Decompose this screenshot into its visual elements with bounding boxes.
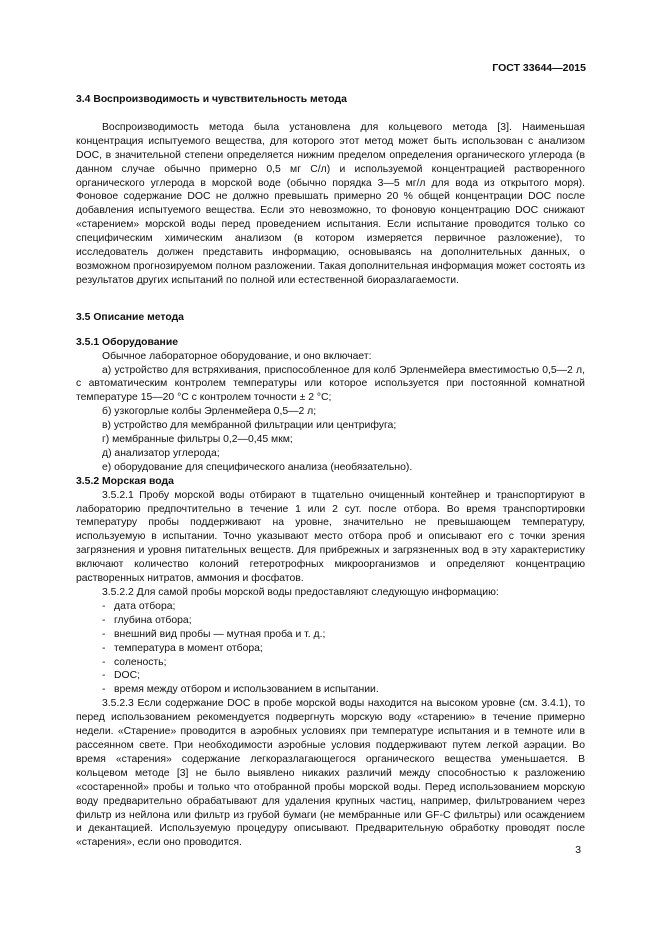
list-item: - DOC; (102, 669, 585, 683)
equipment-item: а) устройство для встряхивания, приспособленное для колб Эрленмейера вместимостью 0,5—2 л, с автоматическим контролем температуры или которое используется при постоянной комнатной температуре 15—20 °С с контролем точности ± 2 °С; (76, 364, 585, 404)
list-item: - глубина отбора; (102, 614, 585, 628)
section-3-5-2-heading: 3.5.2 Морская вода (76, 475, 174, 487)
sample-info-list (102, 600, 585, 697)
section-3-5-heading: 3.5 Описание метода (76, 311, 184, 323)
page-number: 3 (575, 845, 581, 856)
section-3-5-1-heading: 3.5.1 Оборудование (76, 336, 178, 348)
equipment-intro: Обычное лабораторное оборудование, и оно включает: (102, 350, 372, 362)
equipment-item: д) анализатор углерода; (102, 447, 220, 459)
section-3-4-heading: 3.4 Воспроизводимость и чувствительность метода (76, 94, 347, 105)
paragraph-3-5-2-2: 3.5.2.2 Для самой пробы морской воды предоставляют следующую информацию: (102, 587, 499, 598)
paragraph-3-5-2-3: 3.5.2.3 Если содержание DOC в пробе морской воды находится на высоком уровне (см. 3.4.1), то перед использованием рекомендуется подвергнуть морскую воду «старению» в течение примерно недели. «Старение» проводится в аэробных условиях при температуре испытания и в темноте или в рассеянном свете. При необходимости аэробные условия поддерживают путем легкой аэрации. Во время «старения» содержание легкоразлагающегося органического вещества уменьшается. В кольцевом методе [3] не было выявлено никаких различий между способностью к разложению «состаренной» пробы и только что отобранной пробы морской воды. Перед использованием морскую воду предварительно обрабатывают для удаления крупных частиц, например, фильтрованием через фильтр из нейлона или фильтр из грубой бумаги (не мембранные или GF-C фильтры) или осаждением и декантацией. Используемую процедуру описывают. Предварительную обработку проводят после «старения», если оно проводится. (76, 698, 585, 849)
section-3-4-paragraph: Воспроизводимость метода была установлена для кольцевого метода [3]. Наименьшая концентрация испытуемого вещества, для которого этот метод может быть использован с анализом DOC, в значительной степени определяется нижним пределом определения органического углерода (в данном случае обычно примерно 0,5 мг С/л) и используемой концентрацией растворенного органического углерода в морской воде (обычно порядка 3—5 мг/л для вода из открытого моря). Фоновое содержание DOC не должно превышать примерно 20 % общей концентрации DOC после добавления испытуемого вещества. Если это невозможно, то фоновую концентрацию DOC снижают «старением» морской воды перед проведением испытания. Если испытание проводится только со специфическим химическим анализом (в котором измеряется первичное разложение), то исследователь должен представить информацию, основываясь на дополнительных данных, о возможном прогнозируемом полном разложении. Такая дополнительная информация может состоять из результатов других испытаний по полной или естественной биоразлагаемости. (76, 121, 585, 286)
paragraph-3-5-2-1: 3.5.2.1 Пробу морской воды отбирают в тщательно очищенный контейнер и транспортируют в лабораторию предпочтительно в течение 1 или 2 сут. после отбора. Во время транспортировки температуру пробы поддерживают на уровне, значительно не превышающем температуру, используемую в испытании. Точно указывают место отбора проб и описывают его с точки зрения загрязнения и уровня питательных веществ. Для прибрежных и загрязненных вод в эту характеристику включают количество колоний гетеротрофных микроорганизмов и определяют концентрацию растворенных нитратов, аммония и фосфатов. (76, 489, 585, 585)
equipment-item: в) устройство для мембранной фильтрации или центрифуга; (102, 420, 397, 432)
equipment-item: б) узкогорлые колбы Эрленмейера 0,5—2 л; (102, 406, 317, 418)
list-item: - температура в момент отбора; (102, 642, 585, 656)
list-item: - время между отбором и использованием в испытании. (102, 683, 585, 697)
equipment-item: е) оборудование для специфического анализа (необязательно). (102, 461, 413, 473)
equipment-item: г) мембранные фильтры 0,2—0,45 мкм; (102, 434, 293, 446)
list-item: - соленость; (102, 656, 585, 670)
document-body (76, 93, 585, 850)
list-item: - дата отбора; (102, 600, 585, 614)
list-item: - внешний вид пробы — мутная проба и т. д.; (102, 628, 585, 642)
document-id-header: ГОСТ 33644—2015 (492, 62, 586, 74)
